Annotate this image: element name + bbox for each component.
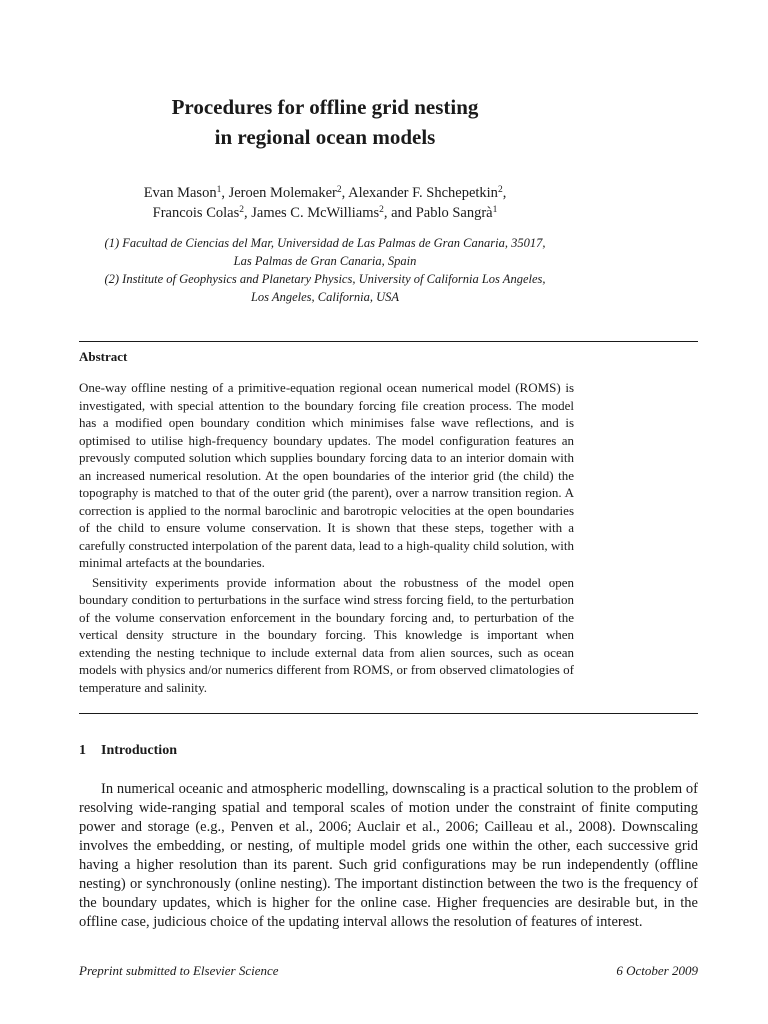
title-line-2: in regional ocean models	[214, 125, 436, 149]
author-name: Evan Mason	[143, 185, 217, 201]
author-name: Alexander F. Shchepetkin	[348, 185, 498, 201]
abstract-bottom-rule	[79, 713, 698, 714]
affiliation-marker: 2	[379, 205, 384, 215]
author-separator: ,	[221, 185, 229, 201]
affiliation-marker: 2	[239, 205, 244, 215]
section-title: Introduction	[101, 743, 177, 758]
title-line-1: Procedures for offline grid nesting	[171, 95, 479, 119]
author-name: Jeroen Molemaker	[228, 185, 337, 201]
author-name: James C. McWilliams	[251, 205, 380, 221]
author-list	[0, 183, 650, 223]
preprint-date: 6 October 2009	[616, 963, 698, 978]
abstract-paragraph: Sensitivity experiments provide information about the robustness of the model open boundary condition to perturbations in the surface wind stress forcing field, to the perturbation of the volume conservation enforcement in the boundary forcing and, to perturbation of the vertical density structure in the boundary forcing. This knowledge is important when extending the nesting technique to include external data from alien sources, such as ocean models with physics and/or numerics different from ROMS, or from observed climatologies of temperature and salinity.	[79, 574, 574, 695]
affiliations	[0, 234, 650, 306]
author-separator: , and	[383, 205, 416, 221]
section-number: 1	[79, 743, 86, 758]
affiliation-line: Los Angeles, California, USA	[250, 290, 400, 304]
affiliation-marker: 1	[216, 185, 222, 195]
author-line-1	[0, 183, 650, 203]
affiliation-marker: 1	[492, 205, 498, 215]
affiliation-line: (1) Facultad de Ciencias del Mar, Universidad de Las Palmas de Gran Canaria, 35017,	[104, 236, 546, 250]
abstract-heading: Abstract	[79, 349, 128, 364]
author-name: Pablo Sangrà	[415, 205, 493, 221]
author-separator: ,	[341, 185, 349, 201]
abstract-body	[79, 379, 574, 696]
affiliation-line: Las Palmas de Gran Canaria, Spain	[233, 254, 417, 268]
author-separator: ,	[502, 185, 507, 201]
abstract-paragraph: One-way offline nesting of a primitive-equation regional ocean numerical model (ROMS) is investigated, with special attention to the boundary forcing file creation process. The model has a modified open boundary condition which minimises false wave reflections, and is optimised to utilise high-frequency boundary updates. The model configuration features an prevously computed solution which supplies boundary forcing data to an interior domain with an increased numerical resolution. At the open boundaries of the interior grid (the child) the topography is matched to that of the outer grid (the parent), over a narrow transition region. A correction is applied to the normal baroclinic and barotropic velocities at the open boundaries of the child to ensure volume conservation. It is shown that these steps, together with a carefully constructed interpolation of the parent data, lead to a high-quality child solution, with minimal artefacts at the boundaries.	[79, 380, 574, 570]
preprint-note: Preprint submitted to Elsevier Science	[79, 963, 279, 978]
affiliation-marker: 2	[336, 185, 342, 195]
paper-title	[0, 92, 650, 152]
affiliation-line: (2) Institute of Geophysics and Planetary Physics, University of California Los Angeles,	[104, 272, 546, 286]
author-separator: ,	[243, 205, 252, 221]
author-line-2	[0, 203, 650, 223]
affiliation-marker: 2	[497, 185, 503, 195]
section-heading	[79, 742, 177, 760]
abstract-top-rule	[79, 341, 698, 342]
introduction-paragraph: In numerical oceanic and atmospheric modelling, downscaling is a practical solution to the problem of resolving wide-ranging spatial and temporal scales of motion under the constraint of finite computing power and storage (e.g., Penven et al., 2006; Auclair et al., 2006; Cailleau et al., 2008). Downscaling involves the embedding, or nesting, of multiple model grids one within the other, each successive grid having a higher resolution than its parent. Such grid configurations may be run independently (offline nesting) or synchronously (online nesting). The important distinction between the two is the frequency of the boundary updates, which is higher for the online case. Higher frequencies are desirable but, in the offline case, judicious choice of the updating interval allows the resolution of features of interest.	[79, 781, 698, 930]
author-name: Francois Colas	[152, 205, 240, 221]
